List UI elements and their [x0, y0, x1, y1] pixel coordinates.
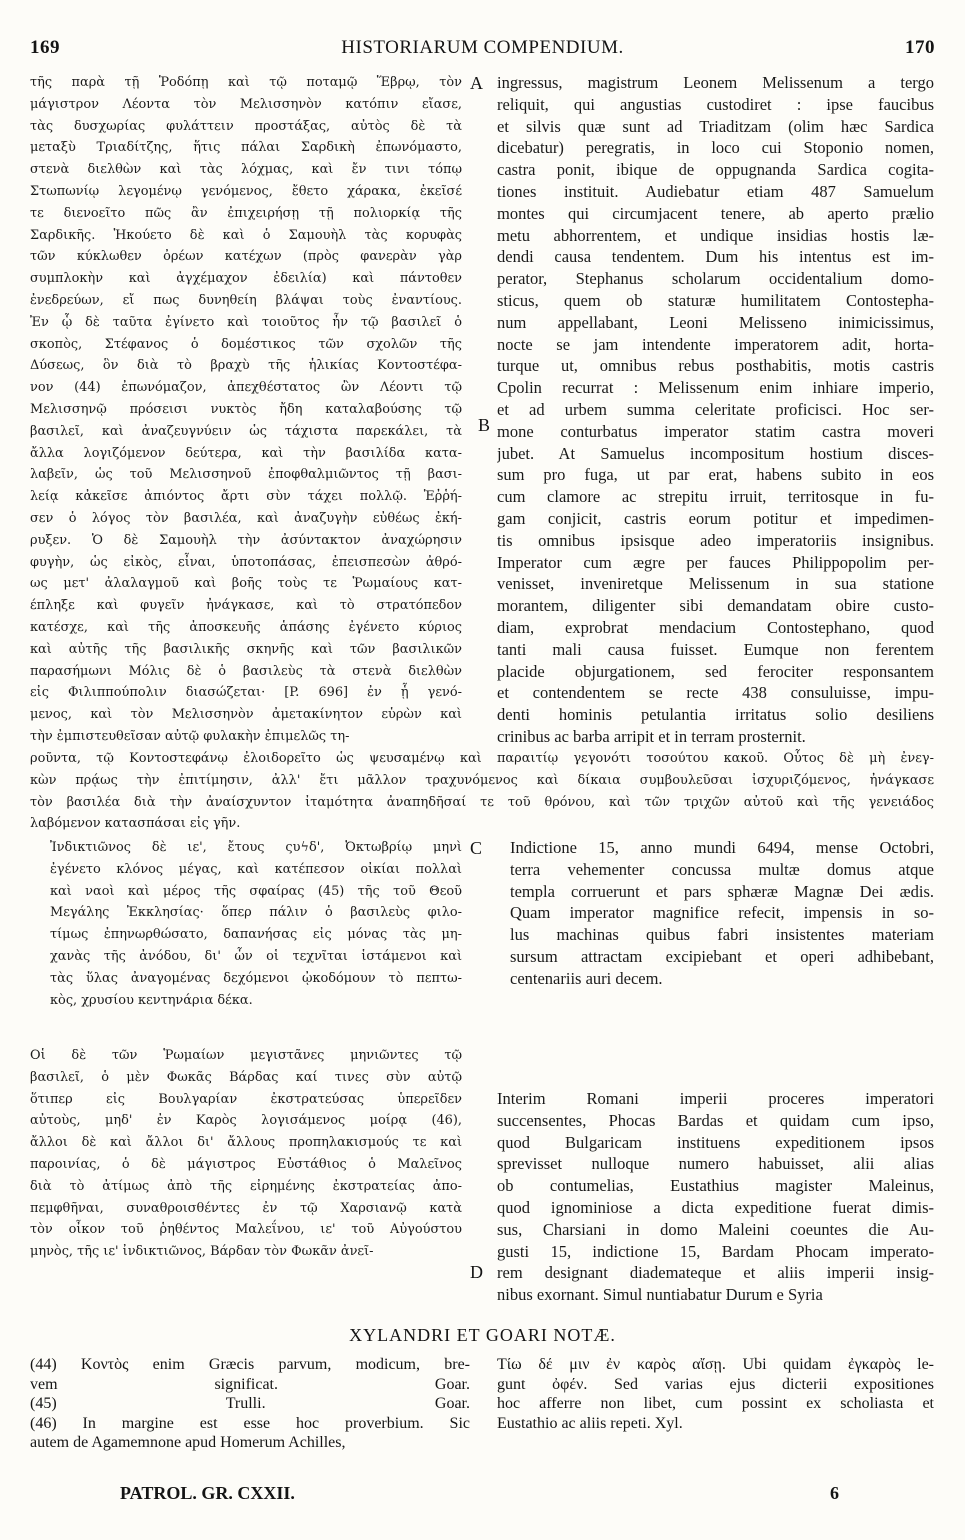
- text-line: Indictione 15, anno mundi 6494, mense Octobri,: [510, 838, 934, 857]
- text-line: Interim Romani imperii proceres imperatori: [497, 1089, 934, 1108]
- text-line: καὶ αὐτῆς τῆς βασιλικῆς σκηνῆς καὶ τῶν βασιλικῶν: [30, 641, 462, 657]
- text-line: templa corruerunt et pars sphæræ Magnæ Dei ædis.: [510, 881, 934, 901]
- text-line: ὅτιπερ εἰς Βουλγαρίαν ἐκστρατεύσας ὑπερεῖδεν: [30, 1091, 462, 1107]
- text-line: centenariis auri decem.: [510, 968, 663, 988]
- text-line: metu abhorrentem, et undique insidias hostis læ-: [497, 225, 934, 245]
- text-line: sprevisset nulloque numero habuisset, alii alias: [497, 1154, 934, 1174]
- text-line: reliquit, qui angustias custodiret : ipse faucibus: [497, 94, 934, 114]
- text-line: tiones instituit. Audiebatur etiam 487 Samuelum: [497, 181, 934, 201]
- text-line: τὴν ἐμπιστευθεῖσαν αὐτῷ φυλακὴν ἐπιμελῶς τη-: [30, 728, 350, 744]
- text-line: (46) In margine est esse hoc proverbium. Sic: [30, 1414, 470, 1432]
- text-line: φυγὴν, ὡς εἰκὸς, εἶναι, ὑποτοπάσας, ἐπεισπεσὼν ἀθρό-: [30, 554, 462, 570]
- text-line: τὸν βασιλέα διὰ τὴν ἀναίσχυντον ἰταμότητα ἀναπηδῆσαί τε τοῦ θρόνου, καὶ τῶν τριχῶν αὐτοῦ καὶ τῆς γενειάδος: [30, 794, 934, 810]
- text-line: νον (44) ἐπωνόμαζον, ἀπεχθέστατος ὢν Λέοντι τῷ: [30, 380, 462, 396]
- text-line: (45) Trulli. Goar.: [30, 1395, 470, 1412]
- text-line: ingressus, magistrum Leonem Melissenum a tergo: [497, 73, 934, 92]
- text-line: λαβεῖν, ὡς τοῦ Μελισσηνοῦ ἐποφθαλμιῶντος τῇ βασι-: [30, 467, 462, 483]
- text-line: Eustathio ac aliis repeti. Xyl.: [497, 1414, 683, 1432]
- margin-letter-a: A: [470, 73, 483, 93]
- text-line: μενος, καὶ τὸν Μελισσηνὸν ἀμετακίνητον εὑρὼν καὶ: [30, 707, 462, 723]
- text-line: venisset, inveniretque Melissenum in sua statione: [497, 574, 934, 594]
- text-line: έπληξε καὶ φυγεῖν ἠνάγκασε, καὶ τὸ στρατόπεδον: [30, 598, 462, 614]
- text-line: terra vehementer concussa multæ domus atque: [510, 859, 934, 879]
- text-line: λαβόμενον κατασπάσαι εἰς γῆν.: [30, 816, 241, 832]
- text-line: turque ut, omnibus rebus posthabitis, motis castris: [497, 356, 934, 376]
- text-line: κατέσχε, καὶ τῆς ἀποσκευῆς ἁπάσης ἐγένετο κύριος: [30, 619, 462, 635]
- text-line: αὐτοὺς, μηδ' ἐν Καρὸς λογισάμενος μοίρᾳ (46),: [30, 1113, 462, 1129]
- greek-full-width-block: [30, 748, 934, 835]
- text-line: ἐγένετο κλόνος μέγας, καὶ κατέπεσον οἰκίαι πολλαὶ: [50, 861, 462, 877]
- text-line: βασιλεῖ, καὶ ἀναζευγνύειν ὡς τάχιστα παρεκάλει, τὰ: [30, 423, 462, 439]
- text-line: ἄλλα λογιζόμενον δεύτερα, καὶ τὴν βασιλίδα κατα-: [30, 445, 462, 461]
- text-line: ως μετ' ἀλαλαγμοῦ καὶ βοῆς τοὺς τε Ῥωμαίους κατ-: [30, 576, 462, 592]
- text-line: ἐνεδρεύων, εἴ πως δυνηθείη βλάψαι τοὺς ἐναντίους.: [30, 292, 462, 308]
- text-line: τίμως ἐπηνωρθώσατο, δαπανήσας εἰς μόνας τὰς μη-: [50, 927, 462, 943]
- text-line: ob contumelias, Eustathius magister Maleinus,: [497, 1176, 934, 1196]
- text-line: perator, Stephanus scholarum occidentalium domo-: [497, 269, 934, 289]
- margin-letter-c: C: [470, 838, 483, 858]
- text-line: crinibus ac barba arripit et in terram prosternit.: [497, 726, 806, 746]
- text-line: Μεγάλης Ἐκκλησίας· ὅπερ πάλιν ὁ βασιλεὺς φιλο-: [50, 905, 462, 921]
- text-line: dicebatur) peregratis, in loco cui Stoponio nomen,: [497, 138, 934, 158]
- text-line: quod ignominiose a dicta expeditione fuerat dimis-: [497, 1197, 934, 1217]
- text-line: συμπλοκὴν καὶ ἀγχέμαχον ἐδειλία) καὶ πάντοθεν: [30, 271, 462, 287]
- latin-column-section-c: [510, 837, 934, 990]
- text-line: (44) Κοντὸς enim Græcis parvum, modicum, bre-: [30, 1356, 470, 1373]
- text-line: παρασήμωνι Μόλις δὲ ὁ βασιλεὺς τὰ στενὰ διελθὼν: [30, 663, 462, 679]
- notes-right-column: [497, 1355, 934, 1433]
- text-line: πεμφθῆναι, συναθροισθέντες ἐν τῷ Χαρσιανῷ κατὰ: [30, 1200, 462, 1216]
- page-title: HISTORIARUM COMPENDIUM.: [341, 37, 624, 58]
- text-line: βασιλεῖ, ὁ μὲν Φωκᾶς Βάρδας καί τινες σὺν αὐτῷ: [30, 1069, 462, 1085]
- greek-column-section-d: [30, 1045, 462, 1263]
- text-line: τῆς παρὰ τῇ Ῥοδόπῃ καὶ τῷ ποταμῷ Ἕβρῳ, τὸν: [30, 75, 462, 90]
- text-line: succensentes, Phocas Bardas et quidam cum ipso,: [497, 1110, 934, 1130]
- text-line: μεταξὺ Τριαδίτζης, ἥτις πάλαι Σαρδικὴ ἐπωνόμαστο,: [30, 140, 462, 156]
- text-line: gunt ὀφέν. Sed varias ejus dicterii expositiones: [497, 1375, 934, 1393]
- text-line: Cpolin recurrat : Melissenum enim inhiare imperio,: [497, 378, 934, 398]
- greek-column-section-a: [30, 72, 462, 748]
- latin-column-section-a: [497, 72, 934, 748]
- text-line: λείᾳ κἀκεῖσε ἀπιόντος ἄρτι σὺν τάχει πολλῷ. Ἐῤῥή-: [30, 489, 462, 505]
- text-line: tis omnibus ipsisque adeo imperatoriis insignibus.: [497, 530, 934, 550]
- text-line: nibus exornant. Simul nuntiabatur Durum e Syria: [497, 1285, 823, 1305]
- text-line: τὸν οἶκον τοῦ ῥηθέντος Μαλεΐνου, ιε' τοῦ Αὐγούστου: [30, 1222, 462, 1238]
- text-line: cum clamore ac strepitu irruit, territosque in fu-: [497, 487, 934, 507]
- text-line: sum pro fuga, ut par erat, habens subito in eos: [497, 465, 934, 485]
- text-line: μηνὸς, τῆς ιε' ἰνδικτιῶνος, Βάρδαν τὸν Φωκᾶν ἀνεῖ-: [30, 1244, 374, 1260]
- text-line: jubet. At Samuelus incompositum hostium disces-: [497, 443, 934, 463]
- text-line: vem significat. Goar.: [30, 1375, 470, 1393]
- text-line: sus, Charsiani in domo Maleini coeuntes die Au-: [497, 1219, 934, 1239]
- text-line: ροῦντα, τῷ Κοντοστεφάνῳ ἐλοιδορεῖτο ὡς ψευσαμένῳ καὶ παραιτίῳ γεγονότι τοσούτου κακοῦ. Οὗτος δὲ μὴ ἐνεγ-: [30, 751, 934, 766]
- text-line: Ἐν ᾧ δὲ ταῦτα ἐγίνετο καὶ τοιοῦτος ἦν τῷ βασιλεῖ ὁ: [30, 314, 462, 330]
- text-line: τε διενοεῖτο πῶς ἂν ἐπιχειρήσῃ τῇ πολιορκίᾳ τῆς: [30, 205, 462, 221]
- text-line: εἰς Φιλιππούπολιν διασώζεται· [P. 696] ἐν ᾗ γενό-: [30, 685, 462, 701]
- margin-letter-d: D: [470, 1262, 483, 1282]
- text-line: lus machinas quibus fabri insistentes materiam: [510, 925, 934, 945]
- notes-left-column: [30, 1355, 470, 1453]
- text-line: mone conturbatus imperator statim castra moveri: [497, 421, 934, 441]
- text-line: quod Bulgaricam instituens expeditionem ipsos: [497, 1132, 934, 1152]
- text-line: denti hominis petulantia irritatus solio desiliens: [497, 705, 934, 725]
- text-line: diam, exprobrat mendacium Contostephano, quod: [497, 617, 934, 637]
- text-line: Ἰνδικτιῶνος δὲ ιε', ἔτους ςυϟδ', Ὀκτωβρίῳ μηνὶ: [50, 840, 462, 855]
- notes-title: XYLANDRI ET GOARI NOTÆ.: [349, 1325, 616, 1345]
- latin-column-section-d: [497, 1088, 934, 1306]
- text-line: placide objurgationem, sed ferociter responsantem: [497, 661, 934, 681]
- text-line: ἄλλοι δὲ καὶ ἄλλοι δι' ἄλλους προπηλακισμούς τε καὶ: [30, 1135, 462, 1151]
- margin-letter-b: B: [478, 415, 491, 435]
- text-line: castra ponit, ibique de oppugnanda Sardica cogita-: [497, 160, 934, 180]
- text-line: παροινίας, ὁ δὲ μάγιστρος Εὐστάθιος ὁ Μαλεῖνος: [30, 1156, 462, 1172]
- text-line: τὰς ὕλας ἀναγομένας δεχόμενοι ᾠκοδόμουν τὸ πεπτω-: [50, 970, 462, 986]
- text-line: gusti 15, indictione 15, Bardam Phocam imperato-: [497, 1241, 934, 1261]
- page-number-right: 170: [905, 37, 935, 58]
- footer-source: PATROL. GR. CXXII.: [120, 1483, 295, 1503]
- text-line: Σαρδικῆς. Ἠκούετο δὲ καὶ ὁ Σαμουὴλ τὰς κορυφὰς: [30, 227, 462, 243]
- text-line: dendi causa tendentem. Dum his intentus est im-: [497, 247, 934, 267]
- text-line: tanti mali causa fuisset. Eumque non ferentem: [497, 639, 934, 659]
- text-line: montes qui circumjacent tenere, ab aperto prælio: [497, 203, 934, 223]
- text-line: Οἱ δὲ τῶν Ῥωμαίων μεγιστᾶνες μηνιῶντες τῷ: [30, 1048, 462, 1063]
- text-line: et ad urbem summa celeritate proficisci. Hoc ser-: [497, 399, 934, 419]
- text-line: σκοπὸς, Στέφανος ὁ δομέστικος τῶν σχολῶν τῆς: [30, 336, 462, 352]
- text-line: autem de Agamemnone apud Homerum Achilles,: [30, 1434, 346, 1451]
- text-line: Δύσεως, ὃν διὰ τὸ βραχὺ τῆς ἡλικίας Κοντοστέφα-: [30, 358, 462, 374]
- text-line: Μελισσηνῷ πρόσεισι νυκτὸς ἤδη καταλαβούσης τῷ: [30, 401, 462, 417]
- text-line: et contendentem se recte 438 consuluisse, impu-: [497, 683, 934, 703]
- text-line: καὶ ναοὶ καὶ μέρος τῆς σφαίρας (45) τῆς τοῦ Θεοῦ: [50, 883, 462, 899]
- text-line: διὰ τὸ ἀτίμως ἀπὸ τῆς εἰρημένης ἐκστρατείας ἀπο-: [30, 1178, 462, 1194]
- text-line: et silvis quæ sunt ad Triaditzam (olim hæc Sardica: [497, 116, 934, 136]
- page-number-left: 169: [30, 37, 60, 58]
- text-line: hoc afferre non libet, cum possint ex scholiasta et: [497, 1395, 934, 1412]
- text-line: nocte se jam intendente imperatorem adit, horta-: [497, 334, 934, 354]
- greek-column-section-c: [50, 837, 462, 1011]
- text-line: χανὰς τῆς ἀνόδου, δι' ὧν οἱ τεχνῖται ἱστάμενοι καὶ: [50, 948, 462, 964]
- text-line: τὰς δυσχωρίας φυλάττειν προστάξας, αὐτὸς δὲ τὰ: [30, 118, 462, 134]
- text-line: σεν ὁ λόγος τὸν βασιλέα, καὶ ἀναζυγὴν εὐθέως ἐκή-: [30, 510, 462, 526]
- running-head: [30, 37, 935, 67]
- text-line: rem designant diademateque et aliis imperii insig-: [497, 1263, 934, 1283]
- footer-sheet-number: 6: [830, 1483, 839, 1503]
- text-line: τῶν κύκλωθεν ὀρέων κατέχων (πρὸς φανερὰν γὰρ: [30, 249, 462, 265]
- text-line: morantem, diligenter sibi demandatam obire custo-: [497, 596, 934, 616]
- text-line: sursum attractam excipiebant et operi adhibebant,: [510, 946, 934, 966]
- text-line: Quam imperator magnifice refecit, impensis in so-: [510, 903, 934, 923]
- text-line: num appellabant, Leoni Melisseno inimicissimus,: [497, 312, 934, 332]
- text-line: κὸς, χρυσίου κεντηνάρια δέκα.: [50, 992, 253, 1008]
- text-line: ρυξεν. Ὁ δὲ Σαμουὴλ τὴν ἀσύντακτον ἀναχώρησιν: [30, 532, 462, 548]
- text-line: sticus, quem ob staturæ humilitatem Contostepha-: [497, 290, 934, 310]
- text-line: gam conjicit, castris eorum potitur et impedimen-: [497, 508, 934, 528]
- text-line: Imperator cum ægre per fauces Philippopolim per-: [497, 552, 934, 572]
- text-line: στενὰ διελθὼν καὶ τὰς λόχμας, καὶ ἔν τινι τόπῳ: [30, 162, 462, 178]
- text-line: κὼν πρᾴως τὴν ἐπιτίμησιν, ἀλλ' ἔτι μᾶλλον τραχυνόμενος καὶ δίκαια συμβουλεῦσαι ἰσχυριζόμενος, ἠνάγκασε: [30, 772, 934, 788]
- text-line: Στωπωνίῳ λεγομένῳ γενόμενος, ἔθετο χάρακα, ἐκεῖσέ: [30, 183, 462, 199]
- text-line: Τίω δέ μιν ἐν καρὸς αἴσῃ. Ubi quidam ἐγκαρὸς le-: [497, 1356, 934, 1373]
- text-line: μάγιστρον Λέοντα τὸν Μελισσηνὸν κατόπιν εἴασε,: [30, 96, 462, 112]
